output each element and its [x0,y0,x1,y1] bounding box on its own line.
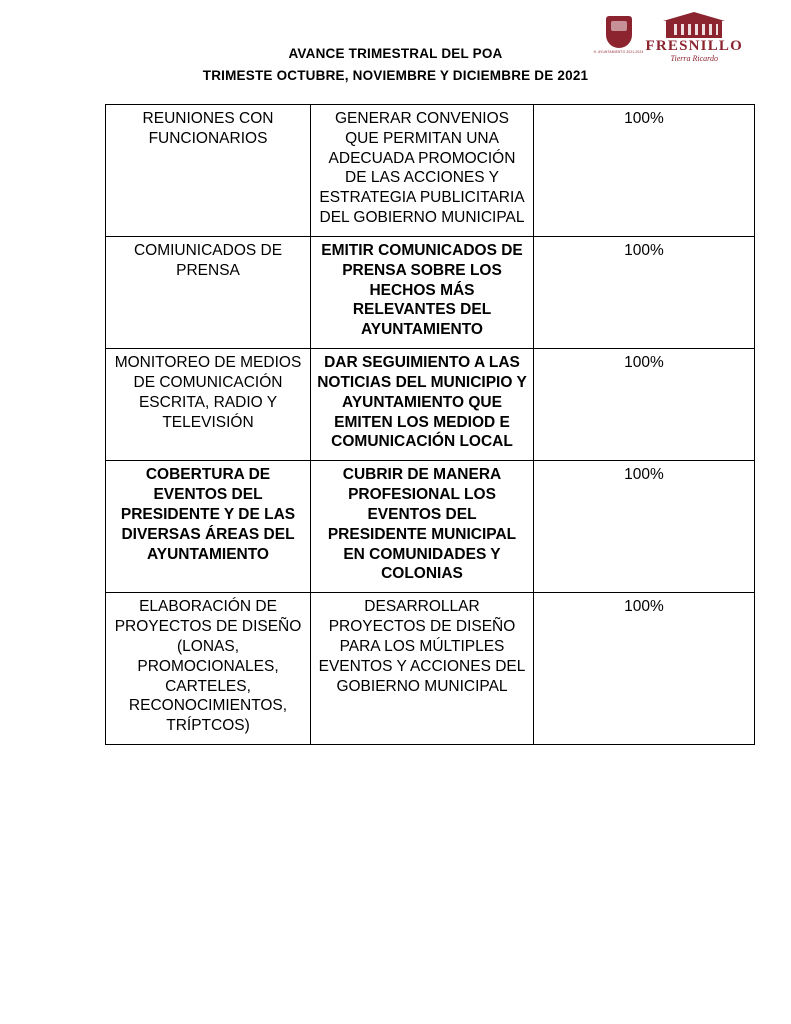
description-cell: DESARROLLAR PROYECTOS DE DISEÑO PARA LOS MÚLTIPLES EVENTOS Y ACCIONES DEL GOBIERNO MUNICIPAL [311,593,534,745]
activity-cell: COMIUNICADOS DE PRENSA [106,236,311,348]
poa-table-body [106,105,755,745]
activity-cell: ELABORACIÓN DE PROYECTOS DE DISEÑO (LONAS, PROMOCIONALES, CARTELES, RECONOCIMIENTOS, TRÍPTCOS) [106,593,311,745]
building-icon [663,12,725,38]
table-row [106,349,755,461]
activity-cell: MONITOREO DE MEDIOS DE COMUNICACIÓN ESCRITA, RADIO Y TELEVISIÓN [106,349,311,461]
table-row [106,105,755,237]
description-cell: EMITIR COMUNICADOS DE PRENSA SOBRE LOS HECHOS MÁS RELEVANTES DEL AYUNTAMIENTO [311,236,534,348]
fresnillo-wordmark: FRESNILLO [645,38,743,54]
progress-cell: 100% [534,105,755,237]
activity-cell: COBERTURA DE EVENTOS DEL PRESIDENTE Y DE LAS DIVERSAS ÁREAS DEL AYUNTAMIENTO [106,461,311,593]
building-body-shape [666,21,722,38]
progress-cell: 100% [534,349,755,461]
fresnillo-tagline: Tierra Ricardo [670,54,718,63]
document-subtitle: TRIMESTE OCTUBRE, NOVIEMBRE Y DICIEMBRE DE 2021 [202,67,589,83]
activity-cell: REUNIONES CON FUNCIONARIOS [106,105,311,237]
seal-shield-shape [606,16,632,48]
building-roof-shape [663,12,725,21]
description-cell: DAR SEGUIMIENTO A LAS NOTICIAS DEL MUNICIPIO Y AYUNTAMIENTO QUE EMITEN LOS MEDIOD E COMUNICACIÓN LOCAL [311,349,534,461]
table-row [106,236,755,348]
description-cell: GENERAR CONVENIOS QUE PERMITAN UNA ADECUADA PROMOCIÓN DE LAS ACCIONES Y ESTRATEGIA PUBLICITARIA DEL GOBIERNO MUNICIPAL [311,105,534,237]
seal-caption: H. AYUNTAMIENTO 2021-2024 [593,50,644,54]
poa-table [105,104,755,745]
progress-cell: 100% [534,236,755,348]
poa-table-container [105,104,717,745]
document-title: AVANCE TRIMESTRAL DEL POA [288,46,503,61]
description-cell: CUBRIR DE MANERA PROFESIONAL LOS EVENTOS DEL PRESIDENTE MUNICIPAL EN COMUNIDADES Y COLONIAS [311,461,534,593]
table-row [106,461,755,593]
document-title-block [0,46,791,85]
table-row [106,593,755,745]
progress-cell: 100% [534,593,755,745]
progress-cell: 100% [534,461,755,593]
